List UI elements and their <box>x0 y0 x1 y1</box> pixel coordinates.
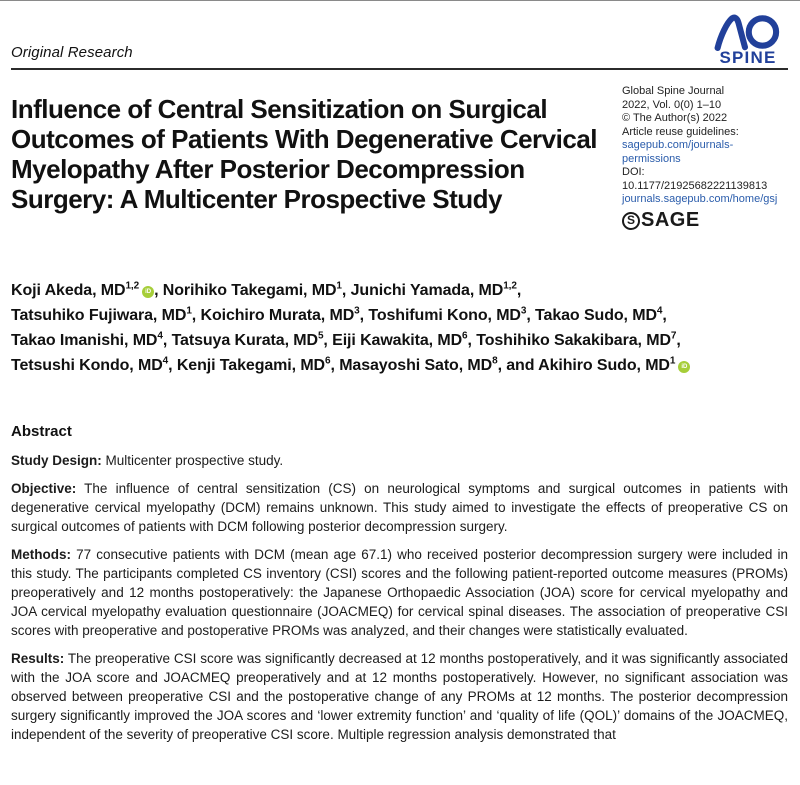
abstract-study-design: Study Design: Multicenter prospective study. <box>11 452 284 468</box>
author: Akihiro Sudo, $MD^1$ iD <box>538 357 690 374</box>
author: Koichiro Murata, $MD^3$, <box>200 305 369 324</box>
author: Tatsuhiko Fujiwara, $MD^1$, <box>11 305 201 324</box>
permissions-link[interactable]: sagepub.com/journals-permissions <box>622 139 734 165</box>
author: Eiji Kawakita, $MD^6$, <box>332 330 477 349</box>
author: Takao Sudo, $MD^4$, <box>535 305 667 324</box>
author-line-4 <box>11 353 788 378</box>
title-and-meta-row <box>11 70 788 230</box>
author: Tatsuya Kurata, $MD^5$, <box>171 330 333 349</box>
reuse-guidelines-label: Article reuse guidelines: <box>622 125 739 138</box>
journal-copyright: © The Author(s) 2022 <box>622 112 728 124</box>
article-category-label: Original Research <box>11 44 133 61</box>
author: Junichi Yamada, MD$^{1,2}$, <box>350 280 522 299</box>
author: Takao Imanishi, $MD^4$, <box>11 330 172 349</box>
author: Kenji Takegami, $MD^6$, <box>176 355 340 374</box>
author: Koji Akeda, MD$^{1,2}$ iD , <box>11 280 163 299</box>
ao-spine-wordmark: SPINE <box>719 48 777 67</box>
doi-text: DOI: 10.1177/21925682221139813 <box>622 166 768 192</box>
author-line-3 <box>11 328 788 353</box>
sage-logo <box>622 208 788 231</box>
author: Norihiko Takegami, $MD^1$, <box>162 280 351 299</box>
abstract-section <box>11 423 788 744</box>
abstract-objective: Objective: The influence of central sensitization (CS) on neurological symptoms and surgical outcomes in patients with degenerative cervical myelopathy (DCM) remains unknown. This study aimed to investigate the effects of preoperative CS on surgical outcomes of patients with DCM following posterior decompression surgery. <box>11 480 788 534</box>
author: Toshifumi Kono, $MD^3$, <box>368 305 536 324</box>
journal-home-link[interactable]: journals.sagepub.com/home/gsj <box>622 193 778 205</box>
journal-info-block <box>622 70 788 230</box>
abstract-results: Results: The preoperative CSI score was significantly decreased at 12 months postoperatively, and it was significantly associated with the JOA score and JOACMEQ preoperatively and at 12 months postoperatively. However, no significant association was observed between preoperative CSI and the postoperative change of any PROMs at 12 months. The posterior decompression surgery significantly improved the JOA scores and ‘lower extremity function’ and ‘quality of life (QOL)’ domains of the JOACMEQ, independent of the severity of preoperative CSI score. Multiple regression analysis demonstrated that <box>11 650 788 742</box>
ao-logo-icon <box>712 13 784 51</box>
ao-spine-logo <box>708 8 788 68</box>
journal-volume: 2022, Vol. 0(0) 1–10 <box>622 98 722 111</box>
journal-name: Global Spine Journal <box>622 85 725 97</box>
abstract-methods: Methods: 77 consecutive patients with DCM (mean age 67.1) who received posterior decompression surgery were included in this study. The participants completed CS inventory (CSI) scores and the following patient-reported outcome measures (PROMs) preoperatively and 12 months postoperatively: the Japanese Orthopaedic Association (JOA) score for cervical myelopathy and JOA cervical myelopathy evaluation questionnaire (JOACMEQ) for cervical spinal diseases. The association of preoperative CSI scores with preoperative and postoperative PROMs was analyzed, and their changes were statistically evaluated. <box>11 546 788 638</box>
author: Masayoshi Sato, $MD^8$, and <box>339 355 539 374</box>
abstract-heading: Abstract <box>11 422 72 440</box>
author-list <box>11 278 788 378</box>
orcid-icon[interactable]: iD <box>142 286 154 298</box>
article-title: Influence of Central Sensitization on Surgical Outcomes of Patients With Degenerative Cervical Myelopathy After Posterior Decompression Surgery: A Multicenter Prospective Study <box>11 94 598 214</box>
author: Tetsushi Kondo, $MD^4$, <box>11 355 177 374</box>
masthead <box>11 1 788 68</box>
author-line-1 <box>11 278 788 303</box>
author-line-2 <box>11 303 788 328</box>
journal-first-page <box>0 1 800 785</box>
sage-s-icon: S <box>622 212 640 230</box>
author: Toshihiko Sakakibara, $MD^7$, <box>476 330 681 349</box>
orcid-icon[interactable]: iD <box>678 361 690 373</box>
sage-wordmark: SAGE <box>641 208 700 231</box>
